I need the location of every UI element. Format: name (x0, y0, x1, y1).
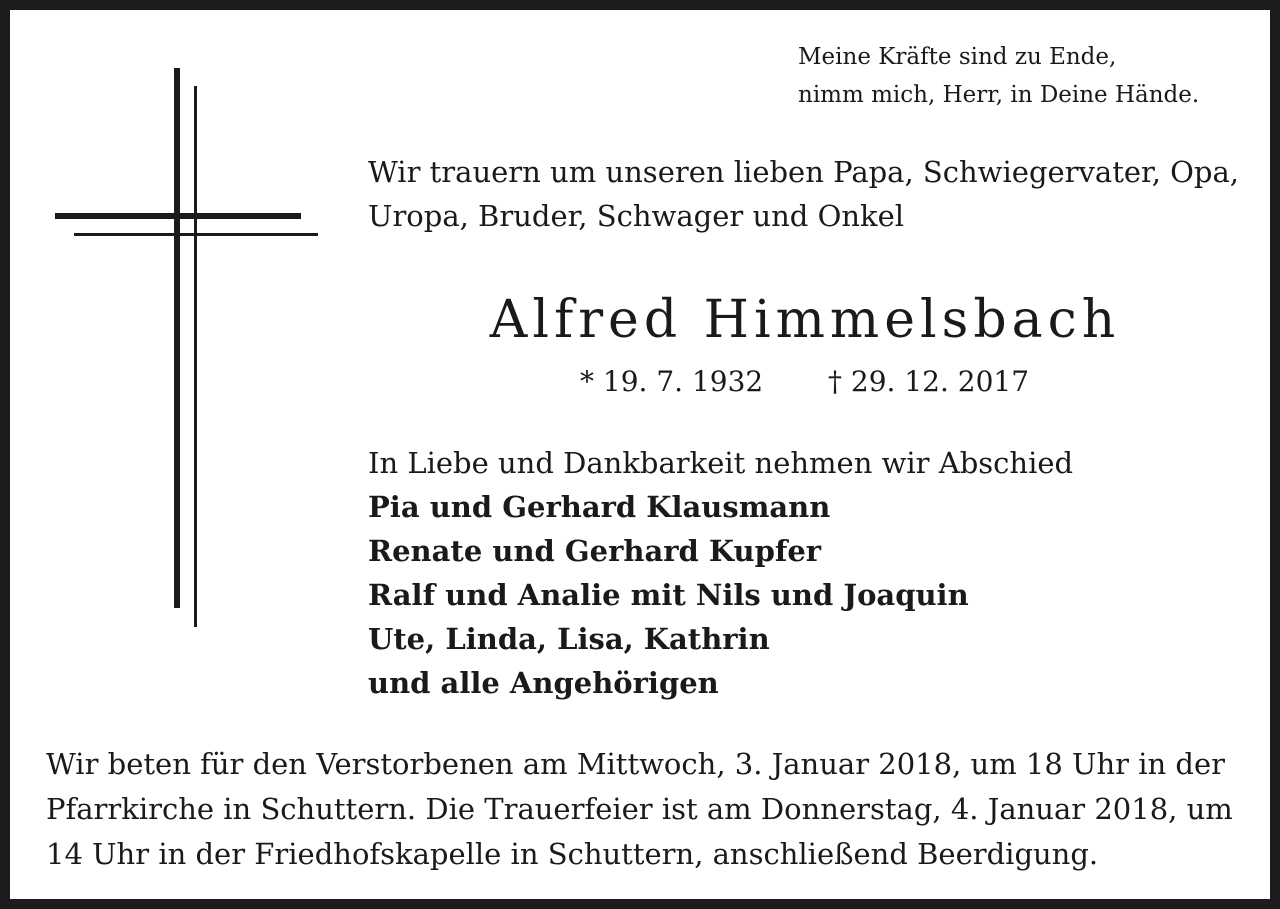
deceased-name: Alfred Himmelsbach (489, 290, 1121, 350)
death-date: † 29. 12. 2017 (828, 365, 1030, 398)
mourners-list (368, 485, 969, 705)
cross-horizontal-bar (55, 213, 301, 219)
mourner-entry: und alle Angehörigen (368, 666, 719, 700)
intro-line: Uropa, Bruder, Schwager und Onkel (368, 199, 905, 233)
motto-verse (798, 38, 1199, 114)
mourner-entry: Renate und Gerhard Kupfer (368, 534, 822, 568)
deceased-name-block (460, 285, 1150, 357)
mourner-entry: Ralf und Analie mit Nils und Joaquin (368, 578, 969, 612)
service-line: Pfarrkirche in Schuttern. Die Trauerfeier ist am Donnerstag, 4. Januar 2018, um (46, 792, 1233, 826)
intro-line: Wir trauern um unseren lieben Papa, Schwiegervater, Opa, (368, 155, 1239, 189)
motto-line: nimm mich, Herr, in Deine Hände. (798, 82, 1200, 108)
motto-line: Meine Kräfte sind zu Ende, (798, 44, 1117, 70)
service-announcement (46, 742, 1246, 877)
cross-vertical-bar (174, 68, 180, 608)
birth-date: * 19. 7. 1932 (580, 365, 764, 398)
service-line: 14 Uhr in der Friedhofskapelle in Schuttern, anschließend Beerdigung. (46, 837, 1099, 871)
service-line: Wir beten für den Verstorbenen am Mittwoch, 3. Januar 2018, um 18 Uhr in der (46, 747, 1225, 781)
farewell-line: In Liebe und Dankbarkeit nehmen wir Abschied (368, 446, 1074, 480)
mourner-entry: Ute, Linda, Lisa, Kathrin (368, 622, 770, 656)
cross-horizontal-shadow-bar (74, 233, 318, 236)
mourning-intro (368, 150, 1239, 238)
mourner-entry: Pia und Gerhard Klausmann (368, 490, 831, 524)
cross-vertical-shadow-bar (194, 86, 197, 627)
